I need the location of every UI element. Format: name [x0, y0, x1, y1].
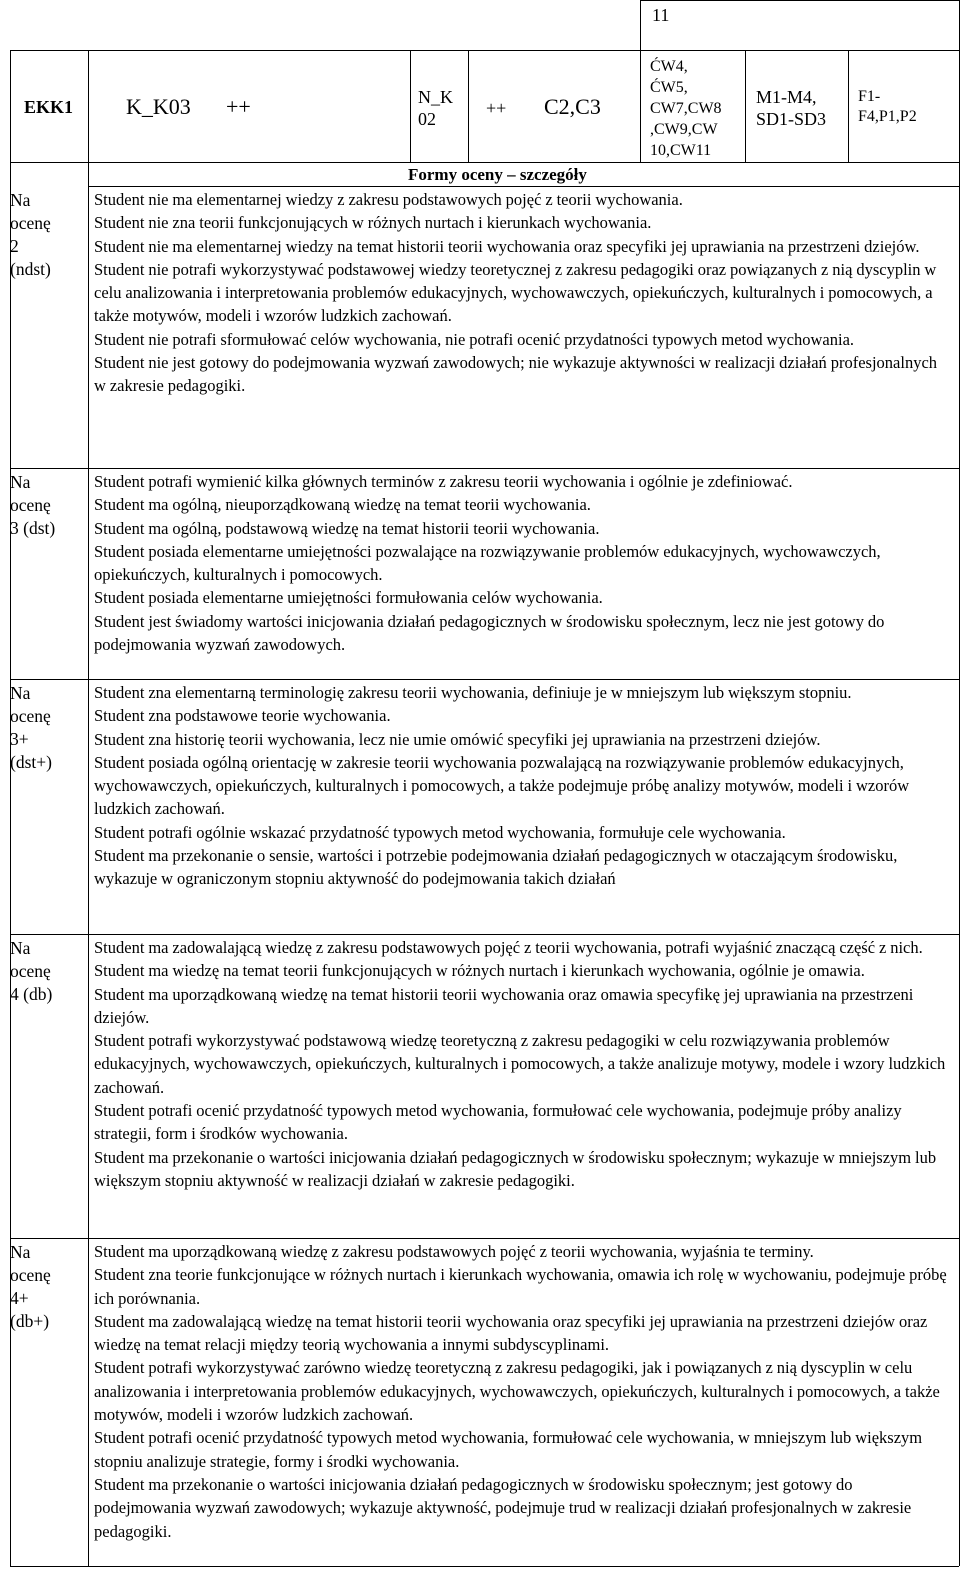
grade-label-line: Na	[10, 1242, 31, 1262]
grade-label-line: ocenę	[10, 495, 51, 515]
m-codes-line2: SD1-SD3	[756, 109, 827, 129]
criterion-statement: Student ma uporządkowaną wiedzę na temat historii teorii wychowania oraz omawia specyfikę jej uprawiania na przestrzeni dziejów.	[94, 984, 914, 1027]
criterion-statement: Student posiada elementarne umiejętności formułowania celów wychowania.	[94, 588, 603, 608]
criterion-statement: Student potrafi ocenić przydatność typowych metod wychowania, formułować cele wychowania, podejmuje próby analizy strategii, form i środków wychowania.	[94, 1101, 902, 1144]
rule	[640, 0, 959, 1]
criterion-statement: Student nie potrafi wykorzystywać podstawowej wiedzy teoretycznej z zakresu pedagogiki oraz powiązanych z nią dyscyplin w celu analizowania i interpretowania problemów edukacyjnych, wychowawczych, opiekuńczych, kulturalnych i pomocowych, a także motywów, modeli i wzorów ludzkich zachowań.	[94, 259, 937, 326]
rule	[10, 1238, 959, 1239]
n-k-code-line2: 02	[418, 109, 436, 129]
rule	[468, 50, 469, 162]
criterion-statement: Student nie jest gotowy do podejmowania wyzwań zawodowych; nie wykazuje aktywności w realizacji działań profesjonalnych w zakresie pedagogiki.	[94, 353, 938, 396]
rule	[640, 50, 641, 162]
grade-label-line: ocenę	[10, 706, 51, 726]
c-codes: C2,C3	[544, 94, 601, 119]
criterion-statement: Student ma zadowalającą wiedzę na temat historii teorii wychowania oraz specyfiki jej uprawiania na przestrzeni dziejów oraz wiedzę na temat relacji między teorią wychowania a innymi subdyscyplinami.	[94, 1311, 928, 1355]
f-codes-line1: F1-	[858, 88, 881, 105]
grade-criteria-3-plus	[94, 681, 952, 891]
grade-label-line: ocenę	[10, 1265, 51, 1285]
criterion-statement: Student nie potrafi sformułować celów wychowania, nie potrafi ocenić przydatności typowych metod wychowania.	[94, 329, 855, 349]
grade-label-4	[10, 937, 88, 1006]
grade-label-line: 4+	[10, 1288, 29, 1308]
rule	[10, 162, 959, 163]
rule	[10, 934, 959, 935]
criterion-statement: Student nie zna teorii funkcjonujących w różnych nurtach i kierunkach wychowania.	[94, 213, 652, 233]
criterion-statement: Student zna historię teorii wychowania, lecz nie umie omówić specyfiki jej uprawiania na przestrzeni dziejów.	[94, 729, 821, 749]
criterion-statement: Student zna podstawowe teorie wychowania.	[94, 706, 391, 726]
grade-label-line: 2	[10, 236, 19, 256]
grade-label-line: (db+)	[10, 1311, 50, 1331]
criterion-statement: Student zna elementarną terminologię zakresu teorii wychowania, definiuje je w mniejszym lub większym stopniu.	[94, 683, 852, 702]
m-codes-line1: M1-M4,	[756, 87, 817, 107]
grade-label-line: ocenę	[10, 961, 51, 981]
grade-label-4-plus	[10, 1241, 88, 1333]
criterion-statement: Student ma zadowalającą wiedzę z zakresu podstawowych pojęć z teorii wychowania, potrafi wyjaśnić znaczącą część z nich.	[94, 938, 923, 957]
cw-codes-line1: ĆW4,	[650, 58, 688, 75]
criterion-statement: Student ma ogólną, nieuporządkowaną wiedzę na temat teorii wychowania.	[94, 495, 591, 515]
grade-label-line: 3+	[10, 729, 29, 749]
criterion-statement: Student posiada elementarne umiejętności pozwalające na rozwiązywanie problemów edukacyjnych, wychowawczych, opiekuńczych, kulturalnych i pomocowych.	[94, 541, 881, 585]
criterion-statement: Student potrafi wykorzystywać podstawową wiedzę teoretyczną z zakresu pedagogiki w celu rozwiązywania problemów edukacyjnych, wychowawczych, opiekuńczych, kulturalnych i pomocowych, a także analizuje motywy, modele i wzory ludzkich zachowań.	[94, 1031, 946, 1097]
cw-codes-line2: ĆW5,	[650, 79, 688, 96]
rule	[745, 50, 746, 162]
rule	[88, 50, 89, 1566]
cw-codes-line4: ,CW9,CW	[650, 121, 718, 138]
criterion-statement: Student potrafi wymienić kilka głównych terminów z zakresu teorii wychowania i ogólnie je zdefiniować.	[94, 472, 793, 491]
rule	[848, 50, 849, 162]
criterion-statement: Student potrafi ocenić przydatność typowych metod wychowania, formułować cele wychowania, w mniejszym lub większym stopniu analizuje strategie, formy i środki wychowania.	[94, 1428, 923, 1471]
grade-label-line: (ndst)	[10, 259, 51, 279]
rule	[10, 1566, 959, 1567]
criterion-statement: Student ma przekonanie o wartości inicjowania działań pedagogicznych w środowisku społecznym; jest gotowy do podejmowania wyzwań zawodowych; wykazuje aktywność, podejmuje trud w realizacji działań profesjonalnych w zakresie pedagogiki.	[94, 1474, 912, 1541]
criterion-statement: Student ma ogólną, podstawową wiedzę na temat historii teorii wychowania.	[94, 518, 600, 538]
criterion-statement: Student jest świadomy wartości inicjowania działań pedagogicznych w środowisku społecznym, lecz nie jest gotowy do podejmowania wyzwań zawodowych.	[94, 611, 885, 655]
criterion-statement: Student posiada ogólną orientację w zakresie teorii wychowania pozwalającą na rozwiązywanie problemów edukacyjnych, wychowawczych, opiekuńczych, kulturalnych i pomocowych, a także podejmuje próbę analizy motywów, modeli i wzorów ludzkich zachowań.	[94, 752, 910, 819]
criterion-statement: Student potrafi wykorzystywać zarówno wiedzę teoretyczną z zakresu pedagogiki, jak i powiązanych z nią dyscyplin w celu analizowania i interpretowania problemów edukacyjnych, wychowawczych, opiekuńczych, kulturalnych i pomocowych, a także motywów, modeli i wzorów ludzkich zachowań.	[94, 1358, 940, 1425]
grade-label-3-plus	[10, 682, 88, 774]
cw-codes-line3: CW7,CW8	[650, 100, 722, 117]
rule	[10, 468, 959, 469]
grade-label-line: Na	[10, 190, 31, 210]
grade-label-3	[10, 471, 88, 540]
grade-label-line: Na	[10, 472, 31, 492]
section-title: Formy oceny – szczegóły	[408, 165, 587, 184]
criterion-statement: Student ma przekonanie o wartości inicjowania działań pedagogicznych w środowisku społecznym; wykazuje w mniejszym lub większym stopniu aktywność w realizacji działań w zakresie pedagogiki.	[94, 1147, 937, 1190]
f-codes-line2: F4,P1,P2	[858, 108, 917, 125]
rule	[88, 186, 959, 187]
cw-codes-line5: 10,CW11	[650, 142, 712, 159]
criterion-statement: Student ma uporządkowaną wiedzę z zakresu podstawowych pojęć z teorii wychowania, wyjaśnia te terminy.	[94, 1242, 814, 1261]
grade-criteria-3	[94, 470, 952, 656]
page-number: 11	[652, 5, 670, 25]
grade-criteria-2	[94, 188, 952, 398]
grade-criteria-4	[94, 936, 952, 1192]
n-strength: ++	[486, 98, 507, 118]
grade-label-line: Na	[10, 683, 31, 703]
grade-label-line: 3 (dst)	[10, 518, 56, 538]
grade-label-line: ocenę	[10, 213, 51, 233]
k-strength: ++	[226, 94, 251, 119]
rule	[410, 50, 411, 162]
criterion-statement: Student ma wiedzę na temat teorii funkcjonujących w różnych nurtach i kierunkach wychowania, ogólnie je omawia.	[94, 961, 865, 981]
rule	[10, 50, 959, 51]
criterion-statement: Student nie ma elementarnej wiedzy z zakresu podstawowych pojęć z teorii wychowania.	[94, 190, 683, 209]
criterion-statement: Student ma przekonanie o sensie, wartości i potrzebie podejmowania działań pedagogicznych w otaczającym środowisku, wykazuje w ograniczonym stopniu aktywność do podejmowania takich działań	[94, 846, 898, 889]
criterion-statement: Student nie ma elementarnej wiedzy na temat historii teorii wychowania oraz specyfiki jej uprawiania na przestrzeni dziejów.	[94, 236, 920, 256]
k-code: K_K03	[126, 94, 191, 119]
ekk-code: EKK1	[24, 97, 74, 117]
criterion-statement: Student potrafi ogólnie wskazać przydatność typowych metod wychowania, formułuje cele wychowania.	[94, 822, 786, 842]
criterion-statement: Student zna teorie funkcjonujące w różnych nurtach i kierunkach wychowania, omawia ich rolę w wychowaniu, podejmuje próbę ich porównania.	[94, 1265, 947, 1308]
grade-label-line: Na	[10, 938, 31, 958]
grade-label-2	[10, 189, 88, 281]
grade-criteria-4-plus	[94, 1240, 952, 1543]
grade-label-line: 4 (db)	[10, 984, 53, 1004]
rule	[10, 679, 959, 680]
n-k-code-line1: N_K	[418, 87, 453, 107]
rule	[640, 0, 641, 50]
grade-label-line: (dst+)	[10, 752, 52, 772]
